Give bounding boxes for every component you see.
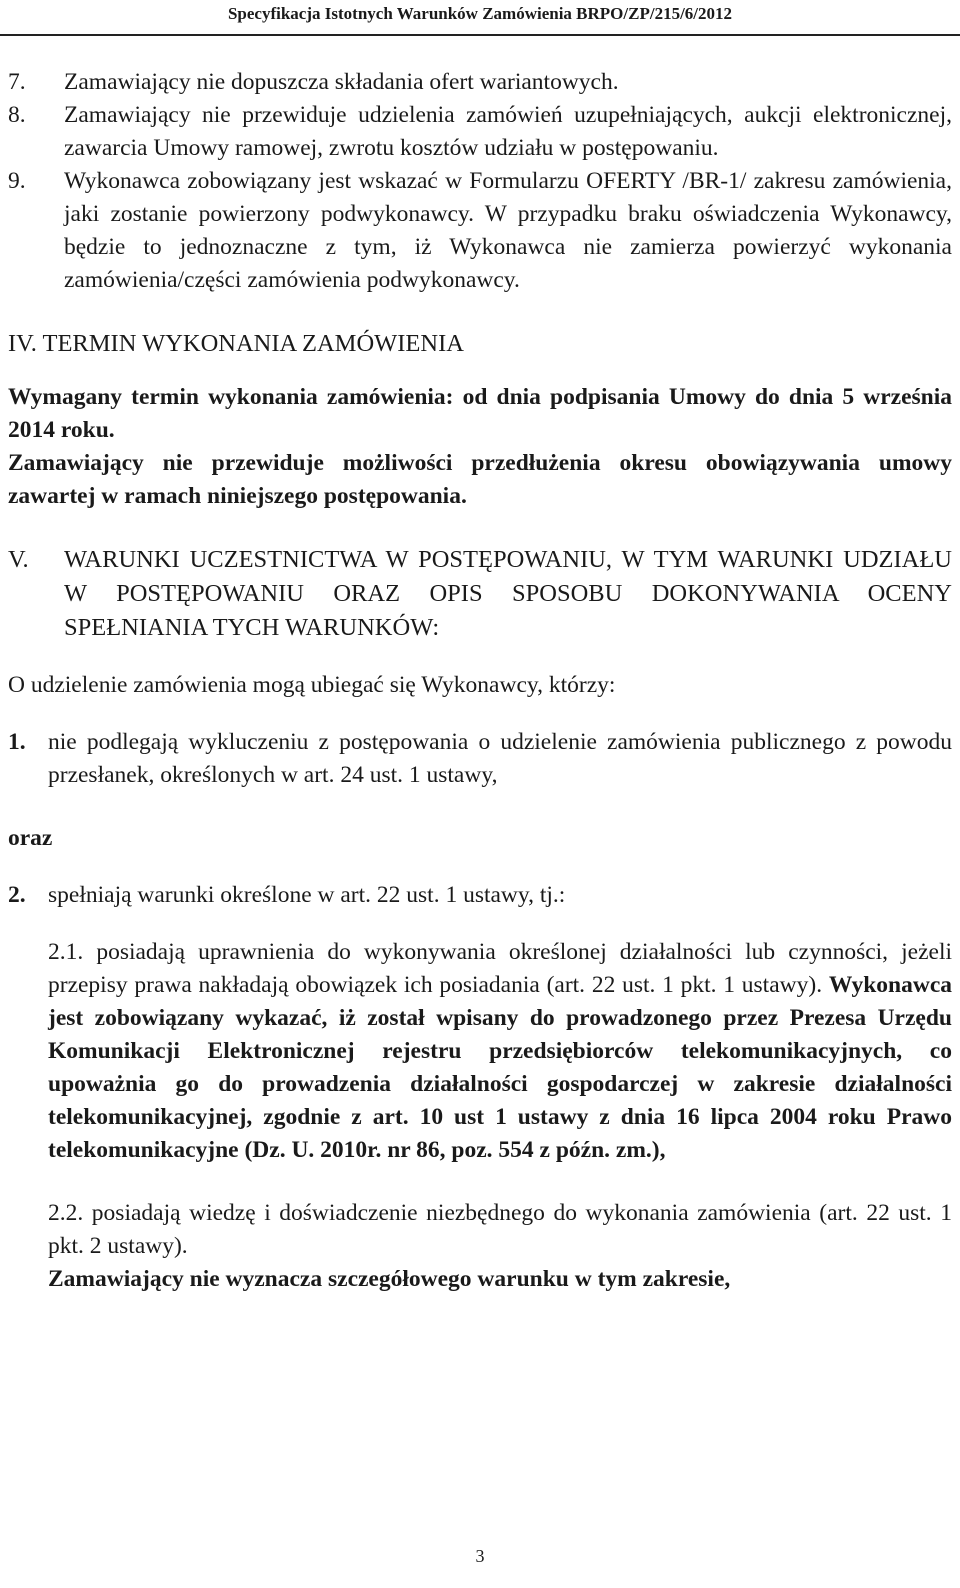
- sub-condition-2-1: [8, 936, 952, 1167]
- condition-item-2: [8, 879, 952, 912]
- section-v-number: V.: [8, 546, 29, 573]
- condition-number: 1.: [8, 729, 26, 755]
- sub-condition-text: 2.2. posiadają wiedzę i doświadczenie niezbędnego do wykonania zamówienia (art. 22 ust. 1 pkt. 2 ustawy).: [48, 1200, 952, 1259]
- list-item-9: [8, 165, 952, 297]
- condition-item-1: [8, 726, 952, 792]
- section-v-intro: O udzielenie zamówienia mogą ubiegać się Wykonawcy, którzy:: [8, 672, 616, 698]
- header-title: Specyfikacja Istotnych Warunków Zamówienia BRPO/ZP/215/6/2012: [227, 4, 733, 23]
- list-item-number: 9.: [8, 168, 26, 194]
- condition-text: spełniają warunki określone w art. 22 ust. 1 ustawy, tj.:: [48, 882, 566, 908]
- document-body: [8, 66, 952, 1296]
- header-rule: [0, 34, 960, 36]
- condition-text: nie podlegają wykluczeniu z postępowania o udzielenie zamówienia publicznego z powodu przesłanek, określonych w art. 24 ust. 1 ustawy,: [48, 729, 952, 788]
- sub-condition-requirement: Wykonawca jest zobowiązany wykazać, iż został wpisany do prowadzonego przez Prezesa Urzędu Komunikacji Elektronicznej rejestru przedsiębiorców telekomunikacyjnych, co upoważnia go do prowadzenia działalności gospodarczej w zakresie działalności telekomunikacyjnej, zgodnie z art. 10 ust 1 ustawy z dnia 16 lipca 2004 roku Prawo telekomunikacyjne (Dz. U. 2010r. nr 86, poz. 554 z późn. zm.),: [48, 972, 953, 1163]
- sub-condition-2-2-note: Zamawiający nie wyznacza szczegółowego warunku w tym zakresie,: [48, 1266, 731, 1292]
- list-item-number: 7.: [8, 69, 26, 95]
- list-item-8: [8, 99, 952, 165]
- page-number: 3: [475, 1546, 485, 1566]
- sub-condition-text: 2.1. posiadają uprawnienia do wykonywania określonej działalności lub czynności, jeżeli przepisy prawa nakładają obowiązek ich posiadania (art. 22 ust. 1 pkt. 1 ustawy).: [48, 939, 952, 998]
- list-item-text: Zamawiający nie dopuszcza składania ofert wariantowych.: [64, 69, 619, 95]
- condition-number: 2.: [8, 882, 26, 908]
- list-item-text: Wykonawca zobowiązany jest wskazać w Formularzu OFERTY /BR-1/ zakresu zamówienia, jaki zostanie powierzony podwykonawcy. W przypadku braku oświadczenia Wykonawcy, będzie to jednoznaczne z tym, iż Wykonawca nie zamierza powierzyć wykonania zamówienia/części zamówienia podwykonawcy.: [64, 168, 952, 293]
- section-iv-heading: IV. TERMIN WYKONANIA ZAMÓWIENIA: [8, 330, 464, 357]
- list-item-text: Zamawiający nie przewiduje udzielenia zamówień uzupełniających, aukcji elektronicznej, zawarcia Umowy ramowej, zwrotu kosztów udziału w postępowaniu.: [64, 102, 952, 161]
- section-v-heading: [8, 543, 952, 645]
- sub-condition-2-2: [8, 1197, 952, 1263]
- section-iv-no-extension: Zamawiający nie przewiduje możliwości przedłużenia okresu obowiązywania umowy zawartej w ramach niniejszego postępowania.: [8, 450, 952, 509]
- oraz-connector: oraz: [8, 825, 53, 851]
- list-item-7: [8, 66, 952, 99]
- section-iv-term: Wymagany termin wykonania zamówienia: od dnia podpisania Umowy do dnia 5 września 2014 roku.: [8, 384, 952, 443]
- section-v-title: WARUNKI UCZESTNICTWA W POSTĘPOWANIU, W TYM WARUNKI UDZIAŁU W POSTĘPOWANIU ORAZ OPIS SPOSOBU DOKONYWANIA OCENY SPEŁNIANIA TYCH WARUNKÓW:: [64, 546, 952, 641]
- list-item-number: 8.: [8, 102, 26, 128]
